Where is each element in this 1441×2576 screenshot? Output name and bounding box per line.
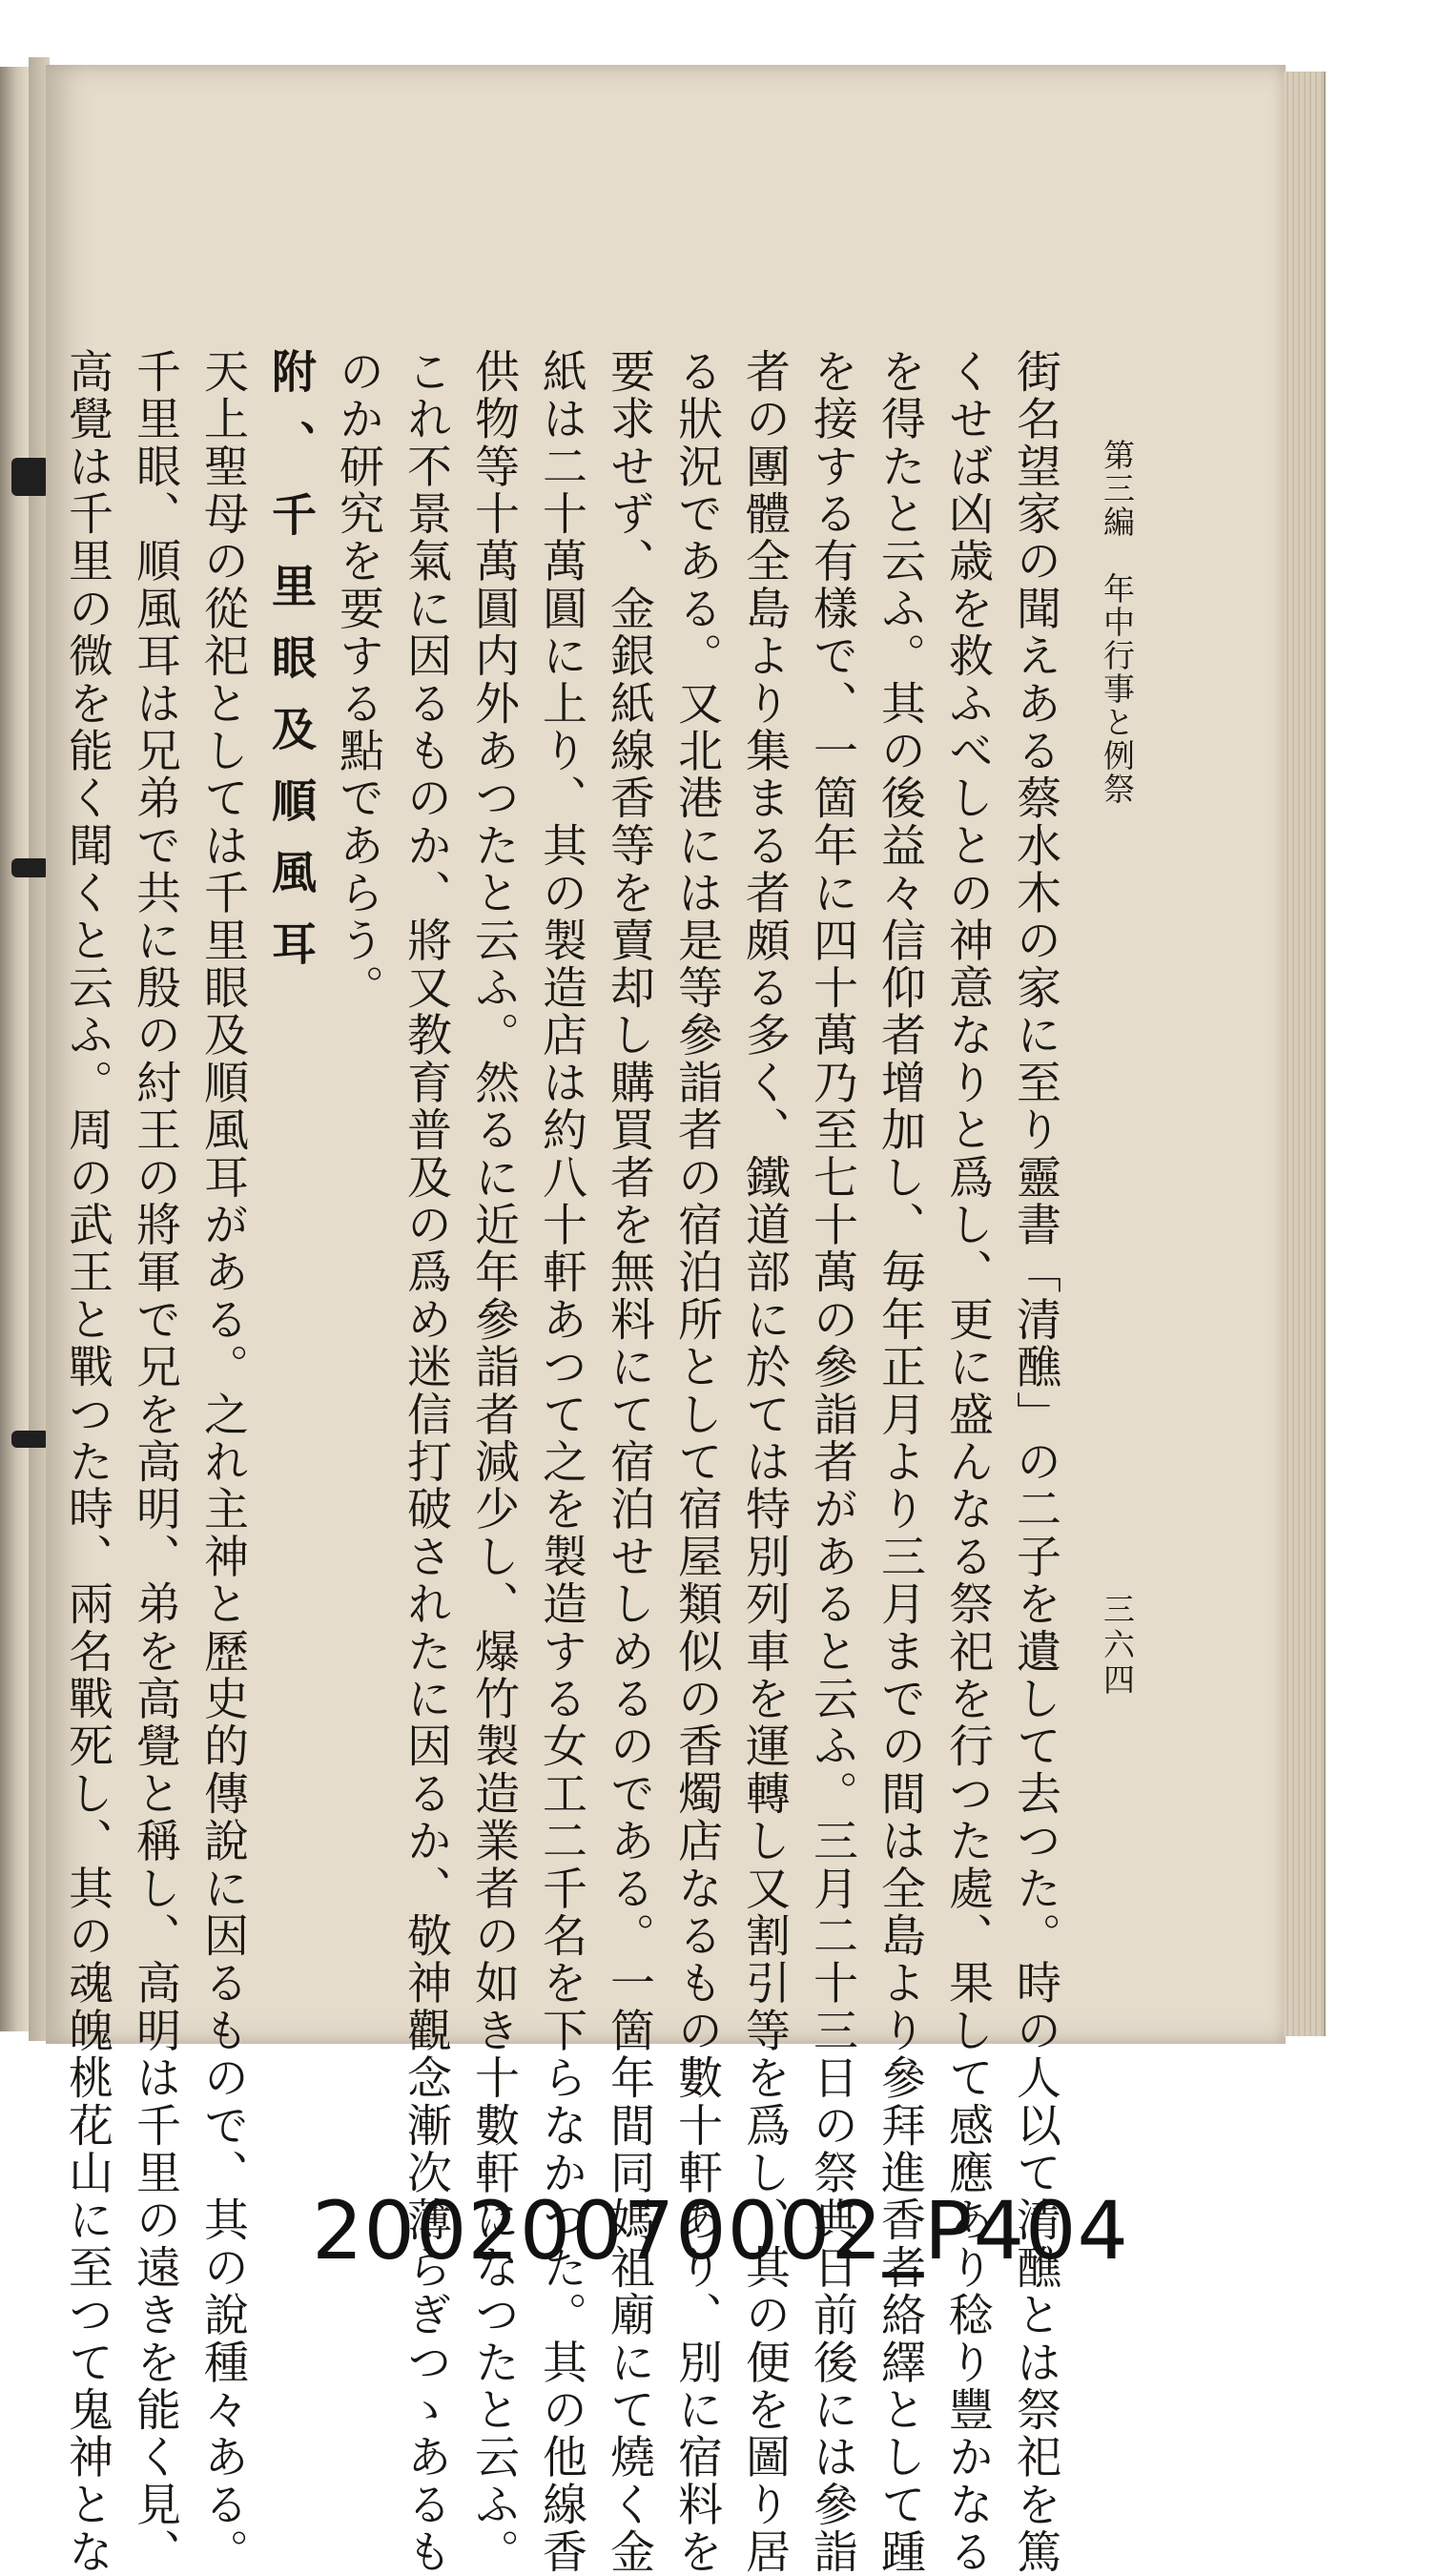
page-number: 三六四 (1099, 1593, 1136, 1699)
page-stack-edge (1284, 72, 1326, 2036)
text-line: を接する有樣で、一箇年に四十萬乃至七十萬の參詣者があると云ふ。三月二十三日の祭典日前後には參詣 (806, 348, 858, 2576)
binding-mark (11, 858, 50, 877)
text-line: くせば凶歳を救ふべしとの神意なりと爲し、更に盛んなる祭祀を行つた處、果して感應あり稔り豐かなる (941, 348, 994, 2576)
text-line: 天上聖母の從祀としては千里眼及順風耳がある。之れ主神と歷史的傳說に因るもので、其の說種々ある。 (196, 348, 249, 2576)
facing-page-edge (0, 67, 29, 2031)
text-line: 要求せず、金銀紙線香等を賣却し購買者を無料にて宿泊せしめるのである。一箇年間同媽祖廟にて燒く金 (603, 348, 655, 2576)
image-id-caption: 20020070002_P404 (312, 2184, 1129, 2277)
text-line: のか研究を要する點であらう。 (332, 348, 384, 1012)
text-line: 紙は二十萬圓に上り、其の製造店は約八十軒あつて之を製造する女工二千名を下らなかつた。其の他線香 (535, 348, 587, 2576)
running-header: 第三編 年中行事と例祭 (1099, 439, 1136, 806)
text-line: 供物等十萬圓内外あつたと云ふ。然るに近年參詣者減少し、爆竹製造業者の如き十數軒になつたと云ふ。 (467, 348, 520, 2576)
text-line: 千里眼、順風耳は兄弟で共に殷の紂王の將軍で兄を高明、弟を高覺と稱し、高明は千里の遠きを能く見、 (129, 348, 181, 2576)
text-line: を得たと云ふ。其の後益々信仰者增加し、毎年正月より三月までの間は全島より參拜進香者絡繹として踵 (874, 348, 926, 2576)
binding-mark (11, 458, 50, 496)
text-line: これ不景氣に因るものか、將又教育普及の爲め迷信打破されたに因るか、敬神觀念漸次薄らぎつゝあるも (400, 348, 452, 2576)
text-line: る狀況である。又北港には是等參詣者の宿泊所として宿屋類似の香燭店なるもの數十軒あり、別に宿料を (670, 348, 723, 2576)
text-line: 高覺は千里の微を能く聞くと云ふ。周の武王と戰つた時、兩名戰死し、其の魂魄桃花山に至つて鬼神とな (61, 348, 113, 2576)
binding-mark (11, 1431, 50, 1448)
text-line: 街名望家の聞えある蔡水木の家に至り靈書「清醮」の二子を遺して去つた。時の人以て清醮とは祭祀を篤 (1009, 348, 1061, 2576)
section-heading: 附、千里眼及順風耳 (264, 348, 317, 992)
text-line: 者の團體全島より集まる者頗る多く、鐵道部に於ては特別列車を運轉し又割引等を爲し、其の便を圖り居 (738, 348, 791, 2576)
